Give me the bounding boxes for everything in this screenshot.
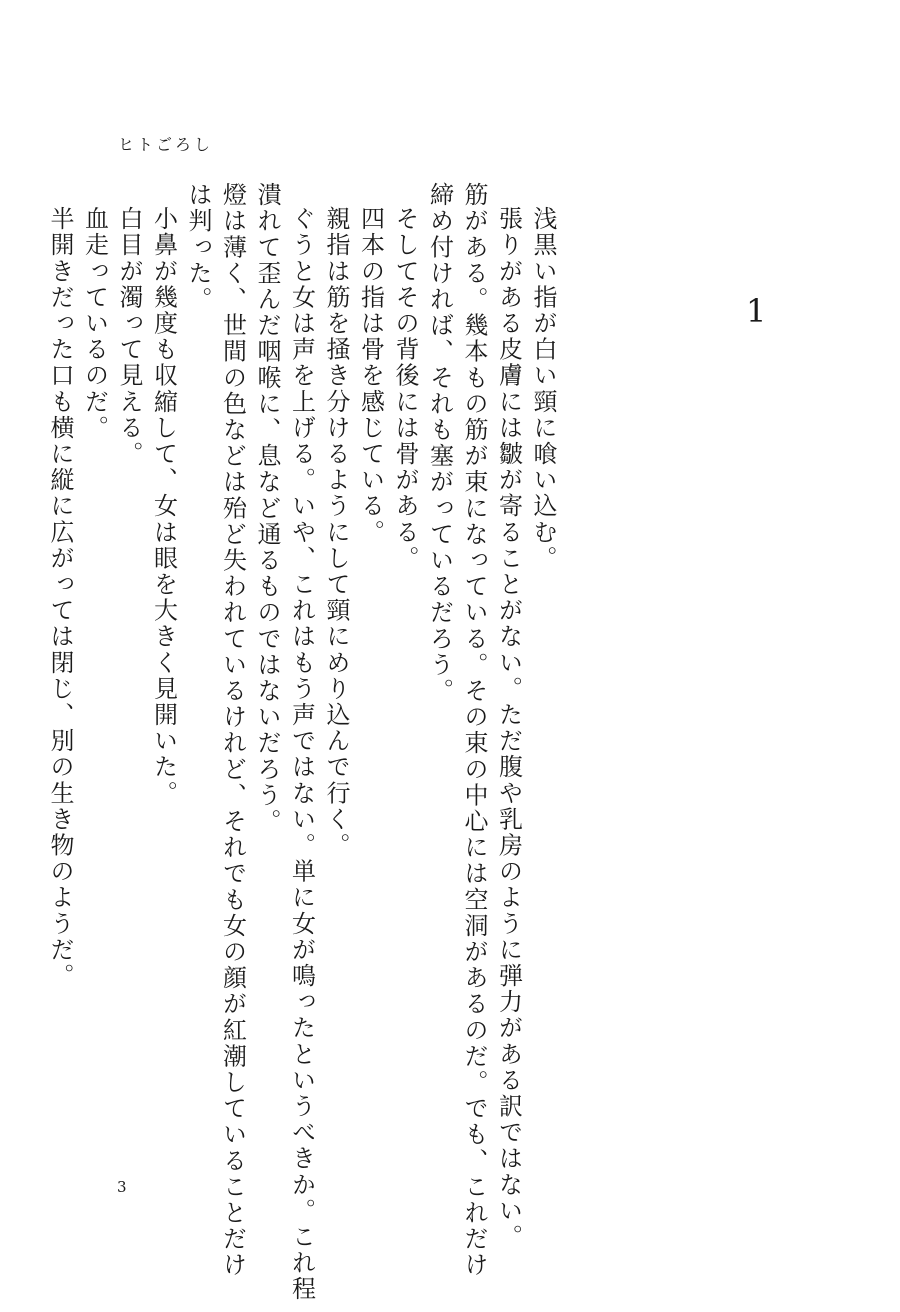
chapter-number: 1 <box>746 292 767 330</box>
text-line: 四本の指は骨を感じている。 <box>356 206 385 546</box>
text-line: は判った。 <box>184 182 212 313</box>
text-line: 小鼻が幾度も収縮して、女は眼を大きく見開いた。 <box>149 206 178 807</box>
text-line: 血走っているのだ。 <box>80 206 109 441</box>
text-line: 筋がある。幾本もの筋が束になっている。その束の中心には空洞があるのだ。でも、これだけ <box>460 182 488 1279</box>
text-line: 締め付ければ、それも塞がっているだろう。 <box>425 182 454 704</box>
page-number: 3 <box>117 1178 127 1196</box>
body-text <box>43 182 561 1303</box>
text-line: 燈は薄く、世間の色などは殆ど失われているけれど、それでも女の顔が紅潮していることだけ <box>218 182 247 1279</box>
running-title: ヒトごろし <box>118 135 214 154</box>
text-line: 半開きだった口も横に縦に広がっては閉じ、別の生き物のようだ。 <box>46 206 74 989</box>
text-line: そしてその背後には骨がある。 <box>391 206 419 572</box>
text-line: 張りがある皮膚には皺が寄ることがない。ただ腹や乳房のように弾力がある訳ではない。 <box>494 206 523 1250</box>
text-line: 浅黒い指が白い頸に喰い込む。 <box>529 206 557 572</box>
text-line: 白目が濁って見える。 <box>115 206 143 467</box>
text-line: 親指は筋を掻き分けるようにして頸にめり込んで行く。 <box>322 206 350 859</box>
text-line: ぐうと女は声を上げる。いや、これはもう声ではない。単に女が鳴ったというべきか。これ程 <box>287 206 316 1303</box>
text-line: 潰れて歪んだ咽喉に、息など通るものではないだろう。 <box>253 182 281 835</box>
